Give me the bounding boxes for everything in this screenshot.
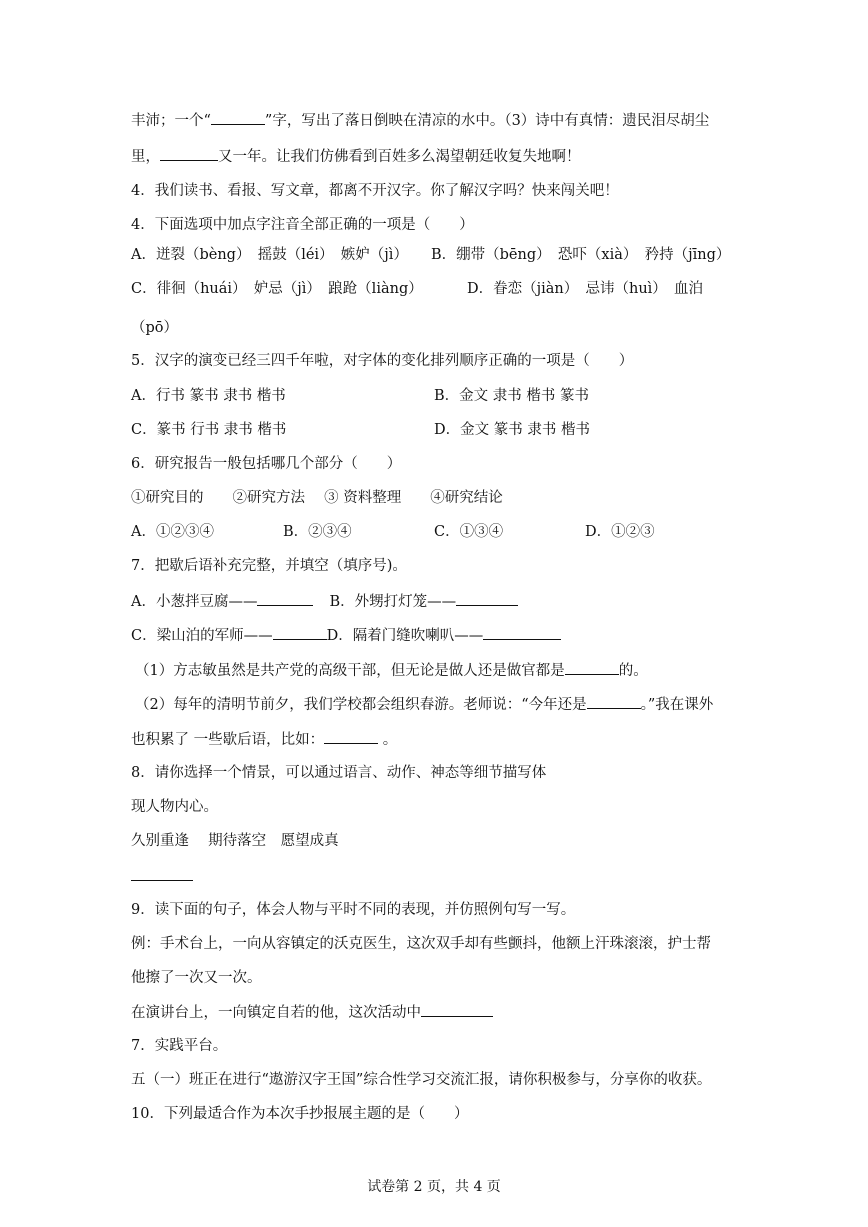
q6-items: ①研究目的 ②研究方法 ③ 资料整理 ④研究结论 [131,490,503,506]
q7-row-2: C．梁山泊的军师—— D．隔着门缝吹喇叭—— [131,625,561,646]
fill-blank[interactable] [587,694,641,709]
fill-blank[interactable] [211,110,265,125]
fill-blank[interactable] [421,1002,493,1017]
q7-row-1: A．小葱拌豆腐—— B．外甥打灯笼—— [131,591,518,612]
q5-option-a[interactable]: A．行书 篆书 隶书 楷书 [131,388,286,404]
question-8: 8．请你选择一个情景，可以通过语言、动作、神态等细节描写体 [131,765,547,781]
q9-example-1: 例：手术台上，一向从容镇定的沃克医生，这次双手却有些颤抖，他额上汗珠滚滚，护士帮 [131,936,711,952]
section-intro: 4．我们读书、看报、写文章，都离不开汉字。你了解汉字吗？快来闯关吧！ [131,183,619,199]
section-7-intro: 五（一）班正在进行“遨游汉字王国”综合性学习交流汇报，请你积极参与，分享你的收获。 [131,1072,712,1088]
q8-answer-line [131,866,193,887]
question-6: 6．研究报告一般包括哪几个部分（ ） [131,456,402,472]
fill-blank[interactable] [483,625,561,640]
q7-sentence-3: 也积累了 一些歇后语，比如： 。 [131,729,397,750]
q4-option-b[interactable]: B．绷带（bēng） 恐吓（xià） 矜持（jīng） [431,247,731,263]
question-9: 9．读下面的句子，体会人物与平时不同的表现，并仿照例句写一写。 [131,902,576,918]
q9-fill: 在演讲台上，一向镇定自若的他，这次活动中 [131,1002,493,1023]
q9-example-2: 他擦了一次又一次。 [131,970,262,986]
poem-answer-line-1: 丰沛；一个“ ”字，写出了落日倒映在清凉的水中。（3）诗中有真情：遗民泪尽胡尘 [131,110,709,131]
fill-blank[interactable] [160,146,218,161]
section-7-title: 7．实践平台。 [131,1038,228,1054]
q6-option-a[interactable]: A．①②③④ [131,524,214,540]
fill-blank[interactable] [565,660,619,675]
question-7: 7．把歇后语补充完整，并填空（填序号)。 [131,558,407,574]
q7-sentence-1: （1）方志敏虽然是共产党的高级干部，但无论是做人还是做官都是 的。 [135,660,648,681]
fill-blank[interactable] [324,729,378,744]
q4-option-d[interactable]: D．眷恋（jiàn） 忌讳（huì） 血泊 [467,281,704,297]
fill-blank[interactable] [131,866,193,881]
q6-option-b[interactable]: B．②③④ [283,524,352,540]
q4-option-c[interactable]: C．徘徊（huái） 妒忌（jì） 踉跄（liàng） [131,281,423,297]
question-8-cont: 现人物内心。 [131,799,218,815]
q6-option-d[interactable]: D．①②③ [585,524,655,540]
q7-sentence-2: （2）每年的清明节前夕，我们学校都会组织春游。老师说：“今年还是 。”我在课外 [135,694,713,715]
question-5: 5．汉字的演变已经三四千年啦，对字体的变化排列顺序正确的一项是（ ） [131,353,634,369]
q5-option-d[interactable]: D．金文 篆书 隶书 楷书 [434,422,590,438]
fill-blank[interactable] [273,625,327,640]
q8-scenarios: 久别重逢 期待落空 愿望成真 [131,833,339,849]
q4-option-a[interactable]: A．迸裂（bèng） 摇鼓（léi） 嫉妒（jì） [131,247,408,263]
poem-answer-line-2: 里， 又一年。让我们仿佛看到百姓多么渴望朝廷收复失地啊！ [131,146,581,167]
q5-option-c[interactable]: C．篆书 行书 隶书 楷书 [131,422,287,438]
q5-option-b[interactable]: B．金文 隶书 楷书 篆书 [434,388,589,404]
q6-option-c[interactable]: C．①③④ [434,524,504,540]
question-4: 4．下面选项中加点字注音全部正确的一项是（ ） [131,217,474,233]
question-10: 10．下列最适合作为本次手抄报展主题的是（ ） [131,1106,469,1122]
page-footer: 试卷第 2 页，共 4 页 [367,1179,501,1195]
fill-blank[interactable] [257,591,313,606]
fill-blank[interactable] [456,591,518,606]
q4-option-d-cont: （pō） [131,320,179,336]
